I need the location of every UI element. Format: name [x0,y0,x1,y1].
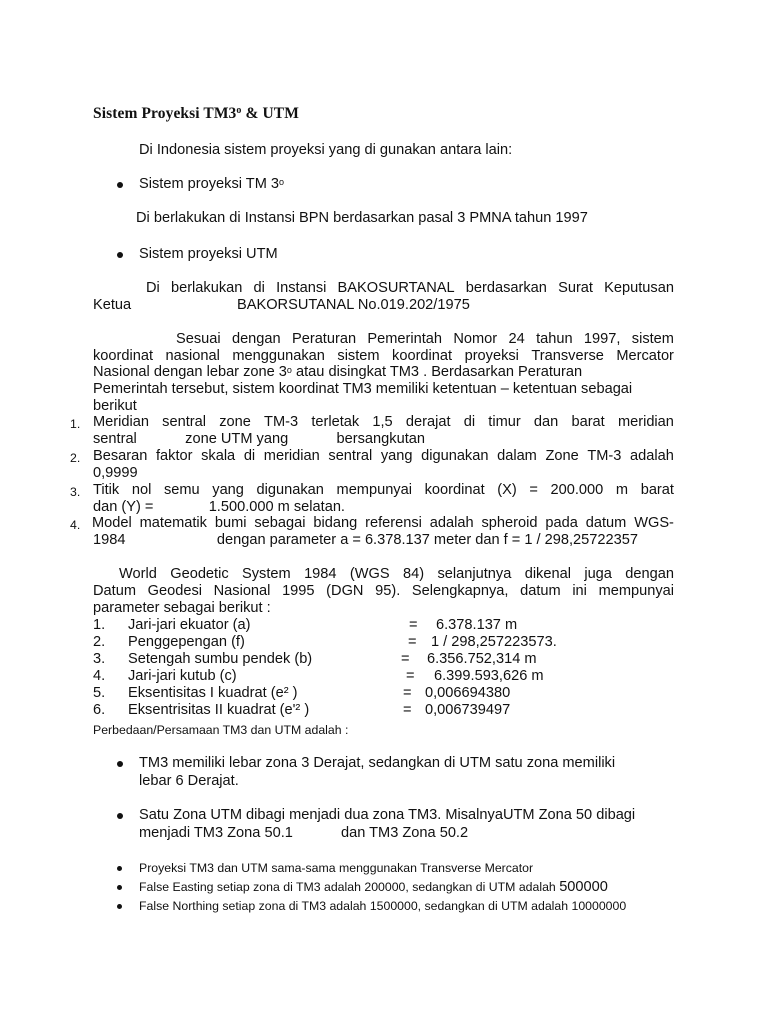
word: zone UTM yang [185,431,289,447]
numbered-item-3-line1 [93,482,674,499]
word: 200.000 [550,482,604,498]
word: semu [163,482,200,498]
param-name: Eksentrisitas II kuadrat (e'² ) [128,702,310,718]
word: Di [146,280,160,296]
word: Pemerintah [367,331,443,347]
word: dengan parameter a = 6.378.137 meter dan f = 1 / 298,25722357 [216,532,638,548]
param-value: 0,006694380 [425,685,511,701]
word: Datum [93,583,136,599]
para2-line3: parameter sebagai berikut : [93,600,271,616]
param-equals: = [406,668,415,684]
param-value: 6.399.593,626 m [434,668,544,684]
param-number: 6. [93,702,106,718]
word: meridian [617,414,674,430]
param-number: 3. [93,651,106,667]
word: Keputusan [604,280,674,296]
param-value: 0,006739497 [425,702,511,718]
document-title: Sistem Proyeksi TM3$^o$ & UTM [93,105,299,122]
word: sistem [631,331,674,347]
word: = [529,482,538,498]
numbered-item-3-line2 [93,499,345,516]
para1-line5: berikut [93,398,137,414]
word: nol [131,482,152,498]
numbered-item-1-line1 [93,414,674,431]
word: adalah [630,448,674,464]
word: zone [219,414,251,430]
param-value: 6.378.137 m [436,617,518,633]
para1-line1 [176,331,674,348]
word: Model [92,515,132,531]
word: koordinat [424,482,485,498]
small-bullet-3: False Northing setiap zona di TM3 adalah 1500000, sedangkan di UTM adalah 10000000 [139,899,627,913]
intro-text: Di Indonesia sistem proyeksi yang di gunakan antara lain: [139,142,513,158]
word: Zone [545,448,579,464]
word: bersangkutan [336,431,425,447]
word: datum [585,515,627,531]
param-name: Setengah sumbu pendek (b) [128,651,313,667]
word: 84) [403,566,425,582]
bullet-icon [117,904,122,909]
bullet-icon [117,813,123,819]
word: (DGN [326,583,364,599]
word: 1995 [282,583,315,599]
para1-line2 [93,348,674,365]
word: tahun [536,331,573,347]
word: TM-3 [587,448,622,464]
numbered-item-4-number: 4. [70,518,81,532]
word: Selengkapnya, [411,583,509,599]
param-equals: = [401,651,410,667]
bullet-utm-desc-line2a: Ketua [93,297,132,313]
param-equals: = [403,685,412,701]
numbered-item-2-line1 [93,448,674,465]
numbered-item-4-line1 [92,515,674,532]
word: di [463,414,476,430]
bullet-tm3: Sistem proyeksi TM 3$^o$ [139,176,285,192]
numbered-item-1-number: 1. [70,417,81,431]
word: Instansi [276,280,327,296]
numbered-item-1-line2 [93,431,425,448]
word: 1.500.000 m selatan. [208,499,345,515]
numbered-item-4-line2 [93,532,638,549]
param-number: 2. [93,634,106,650]
compare-heading: Perbedaan/Persamaan TM3 dan UTM adalah : [93,723,349,737]
para1-line3: Nasional dengan lebar zone 3$^o$ atau disingkat TM3 . Berdasarkan Peraturan [93,364,583,380]
bullet-utm-desc-line1 [146,280,674,297]
param-equals: = [409,617,418,633]
word: Peraturan [291,331,357,347]
bullet-icon [117,866,122,871]
word: sentral [93,431,137,447]
word: Surat [558,280,593,296]
param-value: 1 / 298,257223573. [431,634,557,650]
word: timur [488,414,521,430]
compare-item-2-line2b: dan TM3 Zona 50.2 [341,825,469,841]
word: bumi [214,515,247,531]
bullet-icon [117,252,123,258]
numbered-item-2-line2 [93,465,138,482]
bullet-utm-desc-line2b: BAKORSUTANAL No.019.202/1975 [237,297,470,313]
word: matematik [139,515,207,531]
word: m [615,482,629,498]
bullet-icon [117,885,122,890]
word: faktor [155,448,193,464]
word: Nasional [213,583,271,599]
compare-item-1-line2: lebar 6 Derajat. [139,773,239,789]
bullet-icon [117,182,123,188]
numbered-item-3-number: 3. [70,485,81,499]
numbered-item-2-number: 2. [70,451,81,465]
word: derajat [405,414,451,430]
word: sentral [328,448,373,464]
word: dalam [497,448,537,464]
word: sebagai [254,515,306,531]
param-equals: = [403,702,412,718]
word: BAKOSURTANAL [337,280,455,296]
bullet-icon [117,761,123,767]
word: 1984 [93,532,126,548]
param-number: 5. [93,685,106,701]
word: WGS- [634,515,674,531]
word: Geodetic [170,566,229,582]
word: 1984 [304,566,337,582]
word: dan (Y) = [93,499,154,515]
word: (WGS [349,566,390,582]
word: Meridian [93,414,149,430]
param-number: 4. [93,668,106,684]
bullet-tm3-desc: Di berlakukan di Instansi BPN berdasarkan pasal 3 PMNA tahun 1997 [136,210,588,226]
word: di [243,448,256,464]
word: berlakukan [170,280,243,296]
para1-line4: Pemerintah tersebut, sistem koordinat TM3 memiliki ketentuan – ketentuan sebagai [93,381,633,397]
word: selanjutnya [437,566,512,582]
word: barat [640,482,674,498]
word: Geodesi [147,583,202,599]
word: koordinat [93,348,154,364]
param-name: Eksentisitas I kuadrat (e² ) [128,685,298,701]
word: spheroid [481,515,538,531]
compare-item-2-line1: Satu Zona UTM dibagi menjadi dua zona TM3. MisalnyaUTM Zona 50 dibagi [139,807,636,823]
word: Transverse [531,348,604,364]
word: dengan [231,331,281,347]
param-number: 1. [93,617,106,633]
word: referensi [365,515,422,531]
word: skala [201,448,236,464]
small-bullet-1: Proyeksi TM3 dan UTM sama-sama menggunakan Transverse Mercator [139,861,534,875]
bullet-utm: Sistem proyeksi UTM [139,246,278,262]
word: dan [533,414,559,430]
param-name: Penggepengan (f) [128,634,245,650]
word: Sesuai [176,331,221,347]
word: Titik [93,482,120,498]
word: datum [520,583,561,599]
word: di [253,280,265,296]
word: digunakan [421,448,489,464]
word: 0,9999 [93,465,138,481]
word: koordinat [392,348,453,364]
word: Besaran [93,448,148,464]
word: Mercator [616,348,674,364]
word: 1997, [583,331,621,347]
word: yang [212,482,244,498]
compare-item-1-line1: TM3 memiliki lebar zona 3 Derajat, sedangkan di UTM satu zona memiliki [139,755,616,771]
para2-line2 [93,583,674,600]
param-name: Jari-jari kutub (c) [128,668,237,684]
word: TM-3 [264,414,299,430]
word: juga [584,566,612,582]
word: mempunyai [336,482,412,498]
word: terletak [311,414,360,430]
param-value: 6.356.752,314 m [427,651,537,667]
word: System [242,566,291,582]
word: 1,5 [372,414,393,430]
word: World [119,566,157,582]
word: proyeksi [464,348,519,364]
word: digunakan [256,482,324,498]
word: sentral [162,414,206,430]
word: bidang [313,515,358,531]
word: (X) [497,482,517,498]
word: yang [380,448,413,464]
word: pada [545,515,578,531]
compare-item-2-line2a: menjadi TM3 Zona 50.1 [139,825,293,841]
word: adalah [429,515,474,531]
word: berdasarkan [465,280,547,296]
word: barat [571,414,605,430]
word: Nomor [453,331,498,347]
word: sistem [337,348,380,364]
word: dikenal [524,566,571,582]
para2-line1 [119,566,674,583]
param-equals: = [408,634,417,650]
word: ini [572,583,587,599]
word: 95). [375,583,401,599]
small-bullet-2: False Easting setiap zona di TM3 adalah 200000, sedangkan di UTM adalah 500000 [139,879,608,895]
word: mempunyai [598,583,674,599]
param-name: Jari-jari ekuator (a) [128,617,251,633]
word: dengan [625,566,674,582]
word: meridian [263,448,320,464]
word: 24 [508,331,525,347]
word: nasional [165,348,220,364]
word: menggunakan [232,348,325,364]
